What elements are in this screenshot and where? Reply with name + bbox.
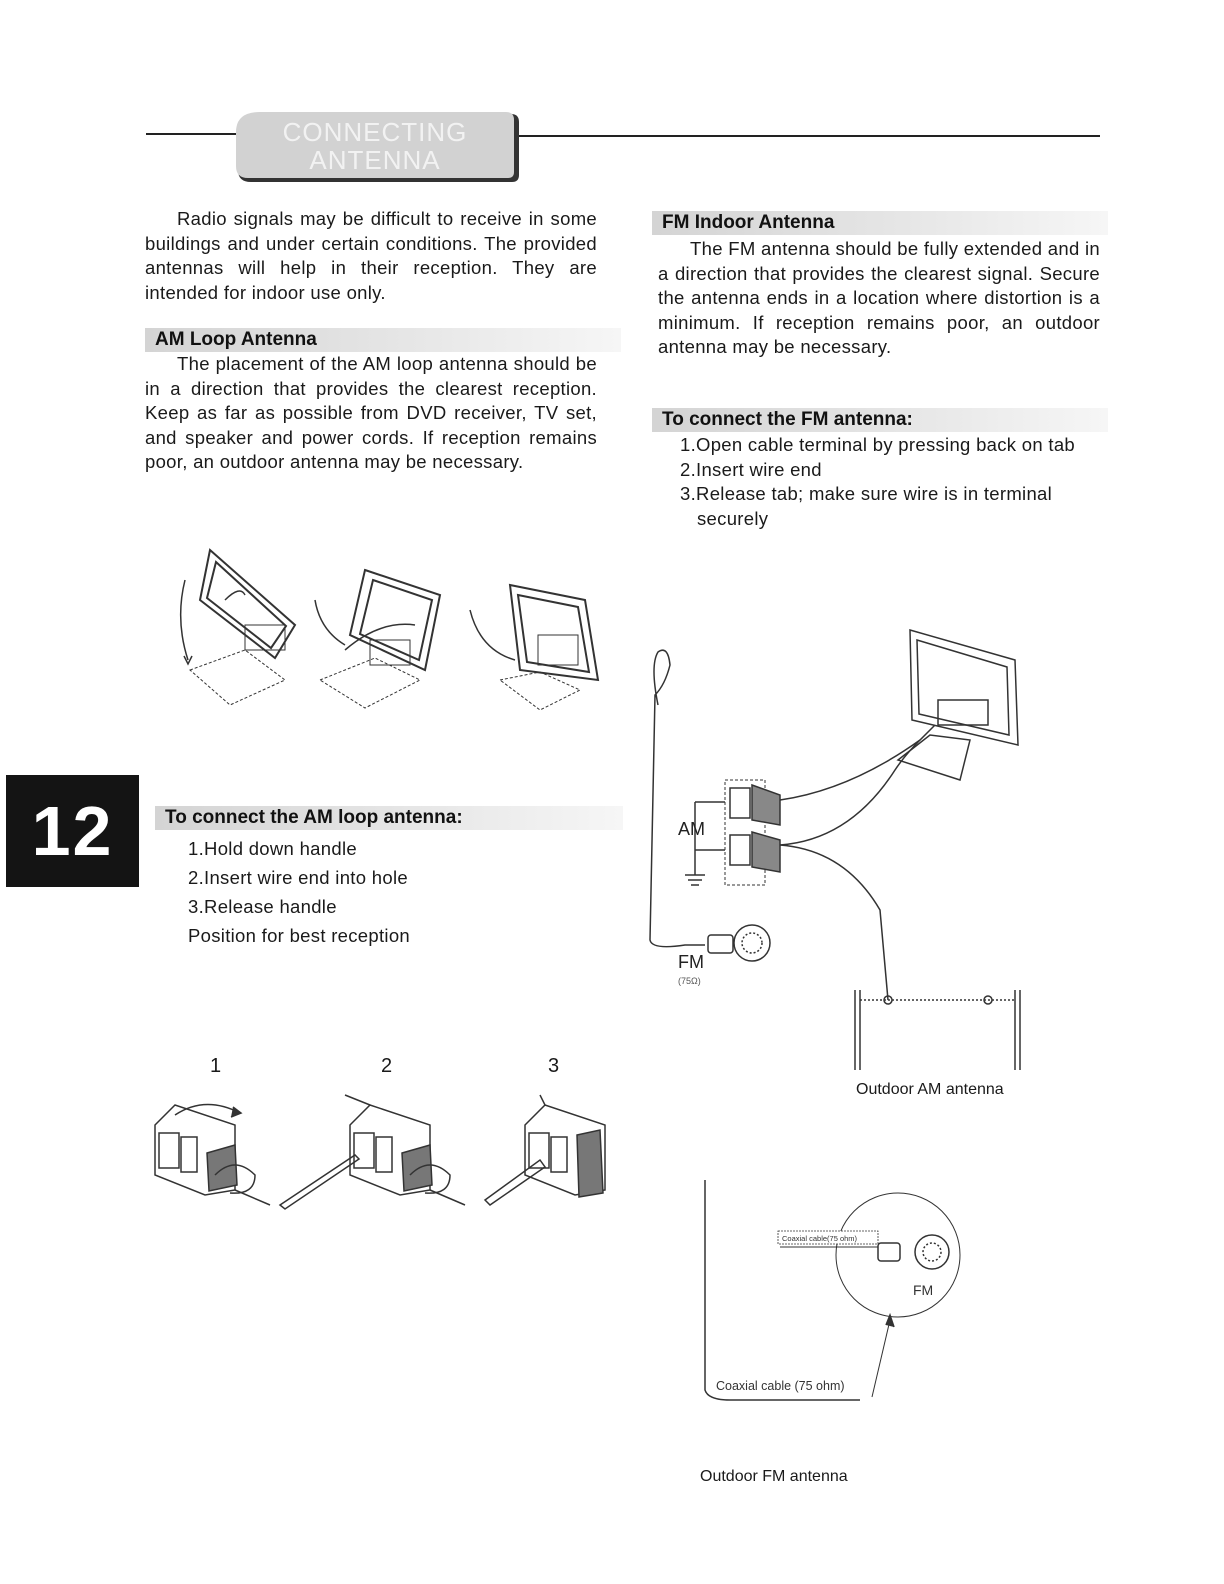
connect-am-heading: To connect the AM loop antenna: — [155, 806, 623, 830]
step-label: 2 — [381, 1055, 393, 1077]
am-loop-paragraph: The placement of the AM loop antenna should be in a direction that provides the clearest reception. Keep as far as possible from DVD receiver, TV set, and speaker and power cords. If reception remains poor, an outdoor antenna may be necessary. — [145, 353, 597, 472]
list-item: 2.Insert wire end — [680, 458, 822, 480]
outdoor-fm-caption: Outdoor FM antenna — [700, 1468, 848, 1485]
antenna-wiring-diagram — [630, 610, 1060, 1110]
am-loop-heading: AM Loop Antenna — [145, 328, 621, 352]
terminal-steps-illustration — [145, 1085, 615, 1215]
step-label: 1 — [210, 1055, 222, 1077]
page-number: 12 — [31, 792, 114, 870]
am-loop-assembly-illustration — [170, 540, 610, 730]
fm-impedance-label: (75Ω) — [678, 976, 701, 986]
connect-fm-steps — [680, 433, 1120, 531]
list-item: 1.Hold down handle — [188, 838, 357, 859]
fm-terminal-label: FM — [678, 952, 704, 972]
outdoor-fm-diagram — [690, 1175, 980, 1415]
header-banner-graphic — [0, 100, 1224, 190]
list-item: 1.Open cable terminal by pressing back on tab — [680, 434, 1076, 455]
connect-am-steps — [188, 834, 608, 950]
intro-paragraph: Radio signals may be difficult to receive in some buildings and under certain conditions. The provided antennas will help in their reception. They are intended for indoor use only. — [145, 208, 597, 303]
list-item: 3.Release handle — [188, 896, 337, 917]
fm-indoor-paragraph: The FM antenna should be fully extended and in a direction that provides the clearest signal. Secure the antenna ends in a location where distortion is a minimum. If reception remains poor, an outdoor antenna may be necessary. — [658, 238, 1100, 357]
outdoor-am-caption: Outdoor AM antenna — [856, 1081, 1004, 1098]
list-item: 3.Release tab; make sure wire is in terminal — [680, 483, 1053, 504]
list-item: Position for best reception — [188, 925, 410, 946]
header-banner — [0, 100, 1224, 190]
page-title: CONNECTING ANTENNA — [282, 117, 468, 175]
fm-jack-label: FM — [913, 1282, 934, 1298]
list-item: 2.Insert wire end into hole — [188, 867, 408, 888]
step-label: 3 — [548, 1055, 560, 1077]
connect-fm-heading: To connect the FM antenna: — [652, 408, 1108, 432]
coax-label: Coaxial cable (75 ohm) — [716, 1379, 845, 1393]
fm-indoor-heading: FM Indoor Antenna — [652, 211, 1108, 235]
coax-small-label: Coaxial cable(75 ohm) — [782, 1234, 858, 1243]
list-item: securely — [697, 507, 769, 529]
page-number-tab — [6, 775, 139, 887]
am-terminal-label: AM — [678, 819, 705, 839]
